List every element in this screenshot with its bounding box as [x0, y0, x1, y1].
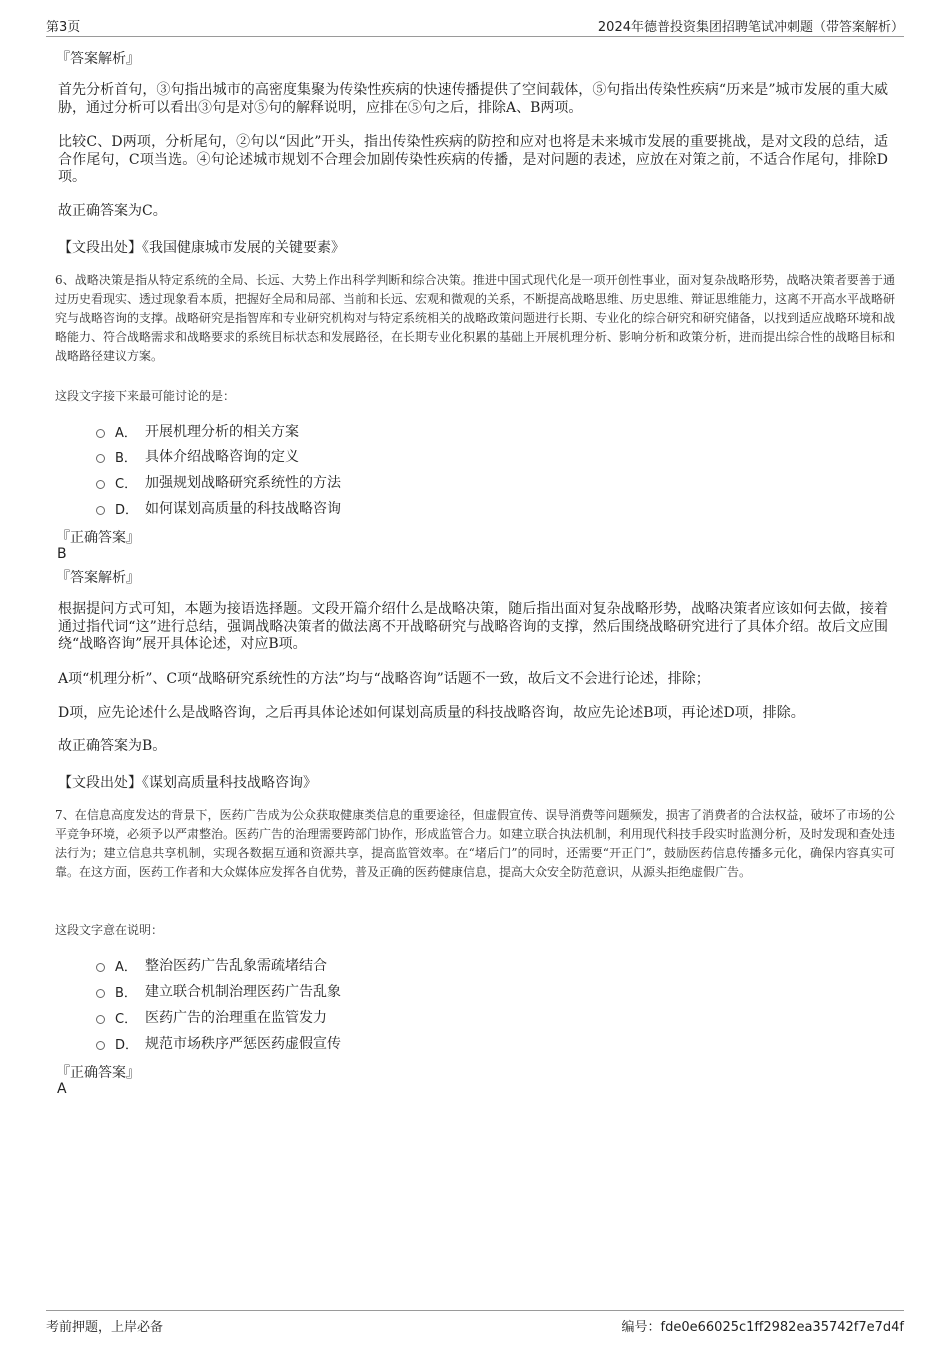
option-text: 加强规划战略研究系统性的方法 — [145, 475, 341, 491]
option-letter: A． — [115, 959, 137, 975]
analysis-paragraph: D项，应先论述什么是战略咨询，之后再具体论述如何谋划高质量的科技战略咨询，故应先论述B项，再论述D项，排除。 — [58, 705, 805, 721]
question-6-option-d[interactable] — [96, 497, 341, 519]
question-6-option-b[interactable] — [96, 445, 299, 467]
option-text: 规范市场秩序严惩医药虚假宣传 — [145, 1036, 341, 1052]
option-text: 医药广告的治理重在监管发力 — [145, 1010, 327, 1026]
analysis-paragraph: A项“机理分析”、C项“战略研究系统性的方法”均与“战略咨询”话题不一致，故后文不会进行论述，排除； — [58, 671, 710, 687]
page-footer — [46, 1310, 904, 1337]
correct-answer-value: B — [57, 546, 67, 562]
analysis-label: 『答案解析』 — [56, 570, 140, 586]
option-text: 建立联合机制治理医药广告乱象 — [145, 984, 341, 1000]
question-6-text: 6、战略决策是指从特定系统的全局、长远、大势上作出科学判断和综合决策。推进中国式现代化是一项开创性事业，面对复杂战略形势，战略决策者要善于通过历史看现实、透过现象看本质，把握好全局和局部、当前和长远、宏观和微观的关系，不断提高战略思维、历史思维、辩证思维能力，这离不开高水平战略研究与战略咨询的支撑。战略研究是指智库和专业研究机构对与特定系统相关的战略政策问题进行长期、专业化的综合研究和研究储备，以找到适应战略环境和战略能力、符合战略需求和战略要求的系统目标状态和发展路径，在长期专业化积累的基础上开展机理分析、影响分析和政策分析，进而提出综合性的战略目标和战略路径建议方案。 — [55, 273, 896, 363]
page-header — [46, 14, 904, 37]
radio-button-icon[interactable] — [96, 480, 105, 489]
analysis-label: 『答案解析』 — [56, 51, 140, 67]
question-7-text: 7、在信息高度发达的背景下，医药广告成为公众获取健康类信息的重要途径，但虚假宣传、误导消费等问题频发，损害了消费者的合法权益，破坏了市场的公平竞争环境，必须予以严肃整治。医药广告的治理需要跨部门协作，形成监管合力。如建立联合执法机制，利用现代科技手段实时监测分析，及时发现和查处违法行为；建立信息共享机制，实现各数据互通和资源共享，提高监管效率。在“堵后门”的同时，还需要“开正门”，鼓励医药信息传播多元化，确保内容真实可靠。在这方面，医药工作者和大众媒体应发挥各自优势，普及正确的医药健康信息，提高大众安全防范意识，从源头拒绝虚假广告。 — [55, 808, 896, 879]
option-letter: B． — [115, 985, 137, 1001]
option-letter: C． — [115, 1011, 138, 1027]
option-letter: D． — [115, 1037, 139, 1053]
question-6-prompt: 这段文字接下来最可能讨论的是： — [55, 389, 236, 403]
question-6-option-a[interactable] — [96, 420, 299, 442]
question-7-option-d[interactable] — [96, 1032, 341, 1054]
option-text: 如何谋划高质量的科技战略咨询 — [145, 501, 341, 517]
option-text: 开展机理分析的相关方案 — [145, 424, 299, 440]
footer-slogan: 考前押题，上岸必备 — [46, 1320, 164, 1335]
radio-button-icon[interactable] — [96, 963, 105, 972]
source-citation: 【文段出处】《我国健康城市发展的关键要素》 — [58, 240, 345, 256]
source-citation: 【文段出处】《谋划高质量科技战略咨询》 — [58, 775, 317, 791]
option-letter: A． — [115, 425, 137, 441]
analysis-paragraph: 故正确答案为B。 — [58, 738, 167, 754]
question-7-option-a[interactable] — [96, 954, 327, 976]
page-number: 第3页 — [46, 20, 81, 35]
question-7-prompt: 这段文字意在说明： — [55, 923, 164, 937]
analysis-paragraph: 故正确答案为C。 — [58, 203, 167, 219]
correct-answer-value: A — [57, 1081, 67, 1097]
question-7-option-c[interactable] — [96, 1006, 327, 1028]
radio-button-icon[interactable] — [96, 506, 105, 515]
option-text: 具体介绍战略咨询的定义 — [145, 449, 299, 465]
option-letter: B． — [115, 450, 137, 466]
option-text: 整治医药广告乱象需疏堵结合 — [145, 958, 327, 974]
radio-button-icon[interactable] — [96, 1015, 105, 1024]
analysis-paragraph: 比较C、D两项，分析尾句，②句以“因此”开头，指出传染性疾病的防控和应对也将是未来城市发展的重要挑战，是对文段的总结，适合作尾句，C项当选。④句论述城市规划不合理会加剧传染性疾病的传播，是对问题的表述，应放在对策之前，不适合作尾句，排除D项。 — [58, 134, 888, 185]
radio-button-icon[interactable] — [96, 989, 105, 998]
radio-button-icon[interactable] — [96, 1041, 105, 1050]
correct-answer-label: 『正确答案』 — [56, 1065, 140, 1081]
option-letter: D． — [115, 502, 139, 518]
document-title: 2024年德普投资集团招聘笔试冲刺题（带答案解析） — [597, 20, 904, 35]
option-letter: C． — [115, 476, 138, 492]
correct-answer-label: 『正确答案』 — [56, 530, 140, 546]
radio-button-icon[interactable] — [96, 454, 105, 463]
analysis-paragraph: 根据提问方式可知，本题为接语选择题。文段开篇介绍什么是战略决策，随后指出面对复杂战略形势，战略决策者应该如何去做，接着通过指代词“这”进行总结，强调战略决策者的做法离不开战略研究与战略咨询的支撑，然后围绕战略研究进行了具体介绍。故后文应围绕“战略咨询”展开具体论述，对应B项。 — [58, 601, 888, 652]
question-7-option-b[interactable] — [96, 980, 341, 1002]
document-code: 编号：fde0e66025c1ff2982ea35742f7e7d4f — [621, 1320, 904, 1335]
question-6-option-c[interactable] — [96, 471, 341, 493]
analysis-paragraph: 首先分析首句，③句指出城市的高密度集聚为传染性疾病的快速传播提供了空间载体，⑤句指出传染性疾病“历来是”城市发展的重大威胁，通过分析可以看出③句是对⑤句的解释说明，应排在⑤句之后，排除A、B两项。 — [58, 82, 888, 116]
radio-button-icon[interactable] — [96, 429, 105, 438]
